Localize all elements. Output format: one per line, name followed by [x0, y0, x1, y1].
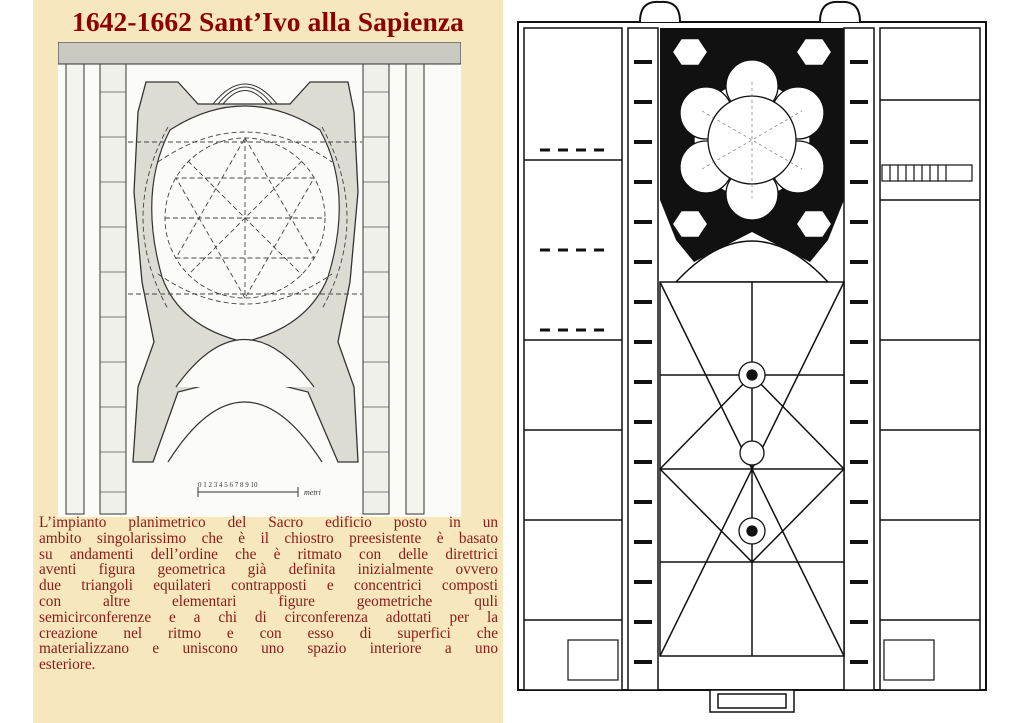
- caption-line: due triangoli equilateri contrapposti e concentrici composti: [39, 577, 498, 595]
- caption-line: con altre elementari figure geometriche quli: [39, 592, 498, 610]
- caption-line: creazione nel ritmo e con esso di superfici che: [39, 624, 498, 642]
- caption-line: L’impianto planimetrico del Sacro edificio posto in un: [39, 514, 498, 531]
- caption-line: su andamenti dell’ordine che è ritmato con delle direttrici: [39, 545, 498, 563]
- caption-line: materializzano e uniscono uno spazio interiore a uno: [39, 640, 498, 658]
- page-title: 1642-1662 Sant’Ivo alla Sapienza: [71, 6, 465, 37]
- caption-line: ambito singolarissimo che è il chiostro preesistente è basato: [39, 529, 498, 547]
- church-floor-plan-drawing: [58, 42, 461, 517]
- caption-text: [39, 515, 498, 673]
- scale-unit: metri: [304, 488, 321, 497]
- caption-line: esteriore.: [39, 656, 96, 674]
- scale-numbers: 0 1 2 3 4 5 6 7 8 9 10: [198, 481, 258, 489]
- caption-line: aventi figura geometrica già definita inizialmente ovvero: [39, 561, 498, 579]
- caption-line: semicirconferenze e a chi di circonferenza adottati per la: [39, 608, 498, 626]
- courtyard-floor-plan: [510, 0, 996, 723]
